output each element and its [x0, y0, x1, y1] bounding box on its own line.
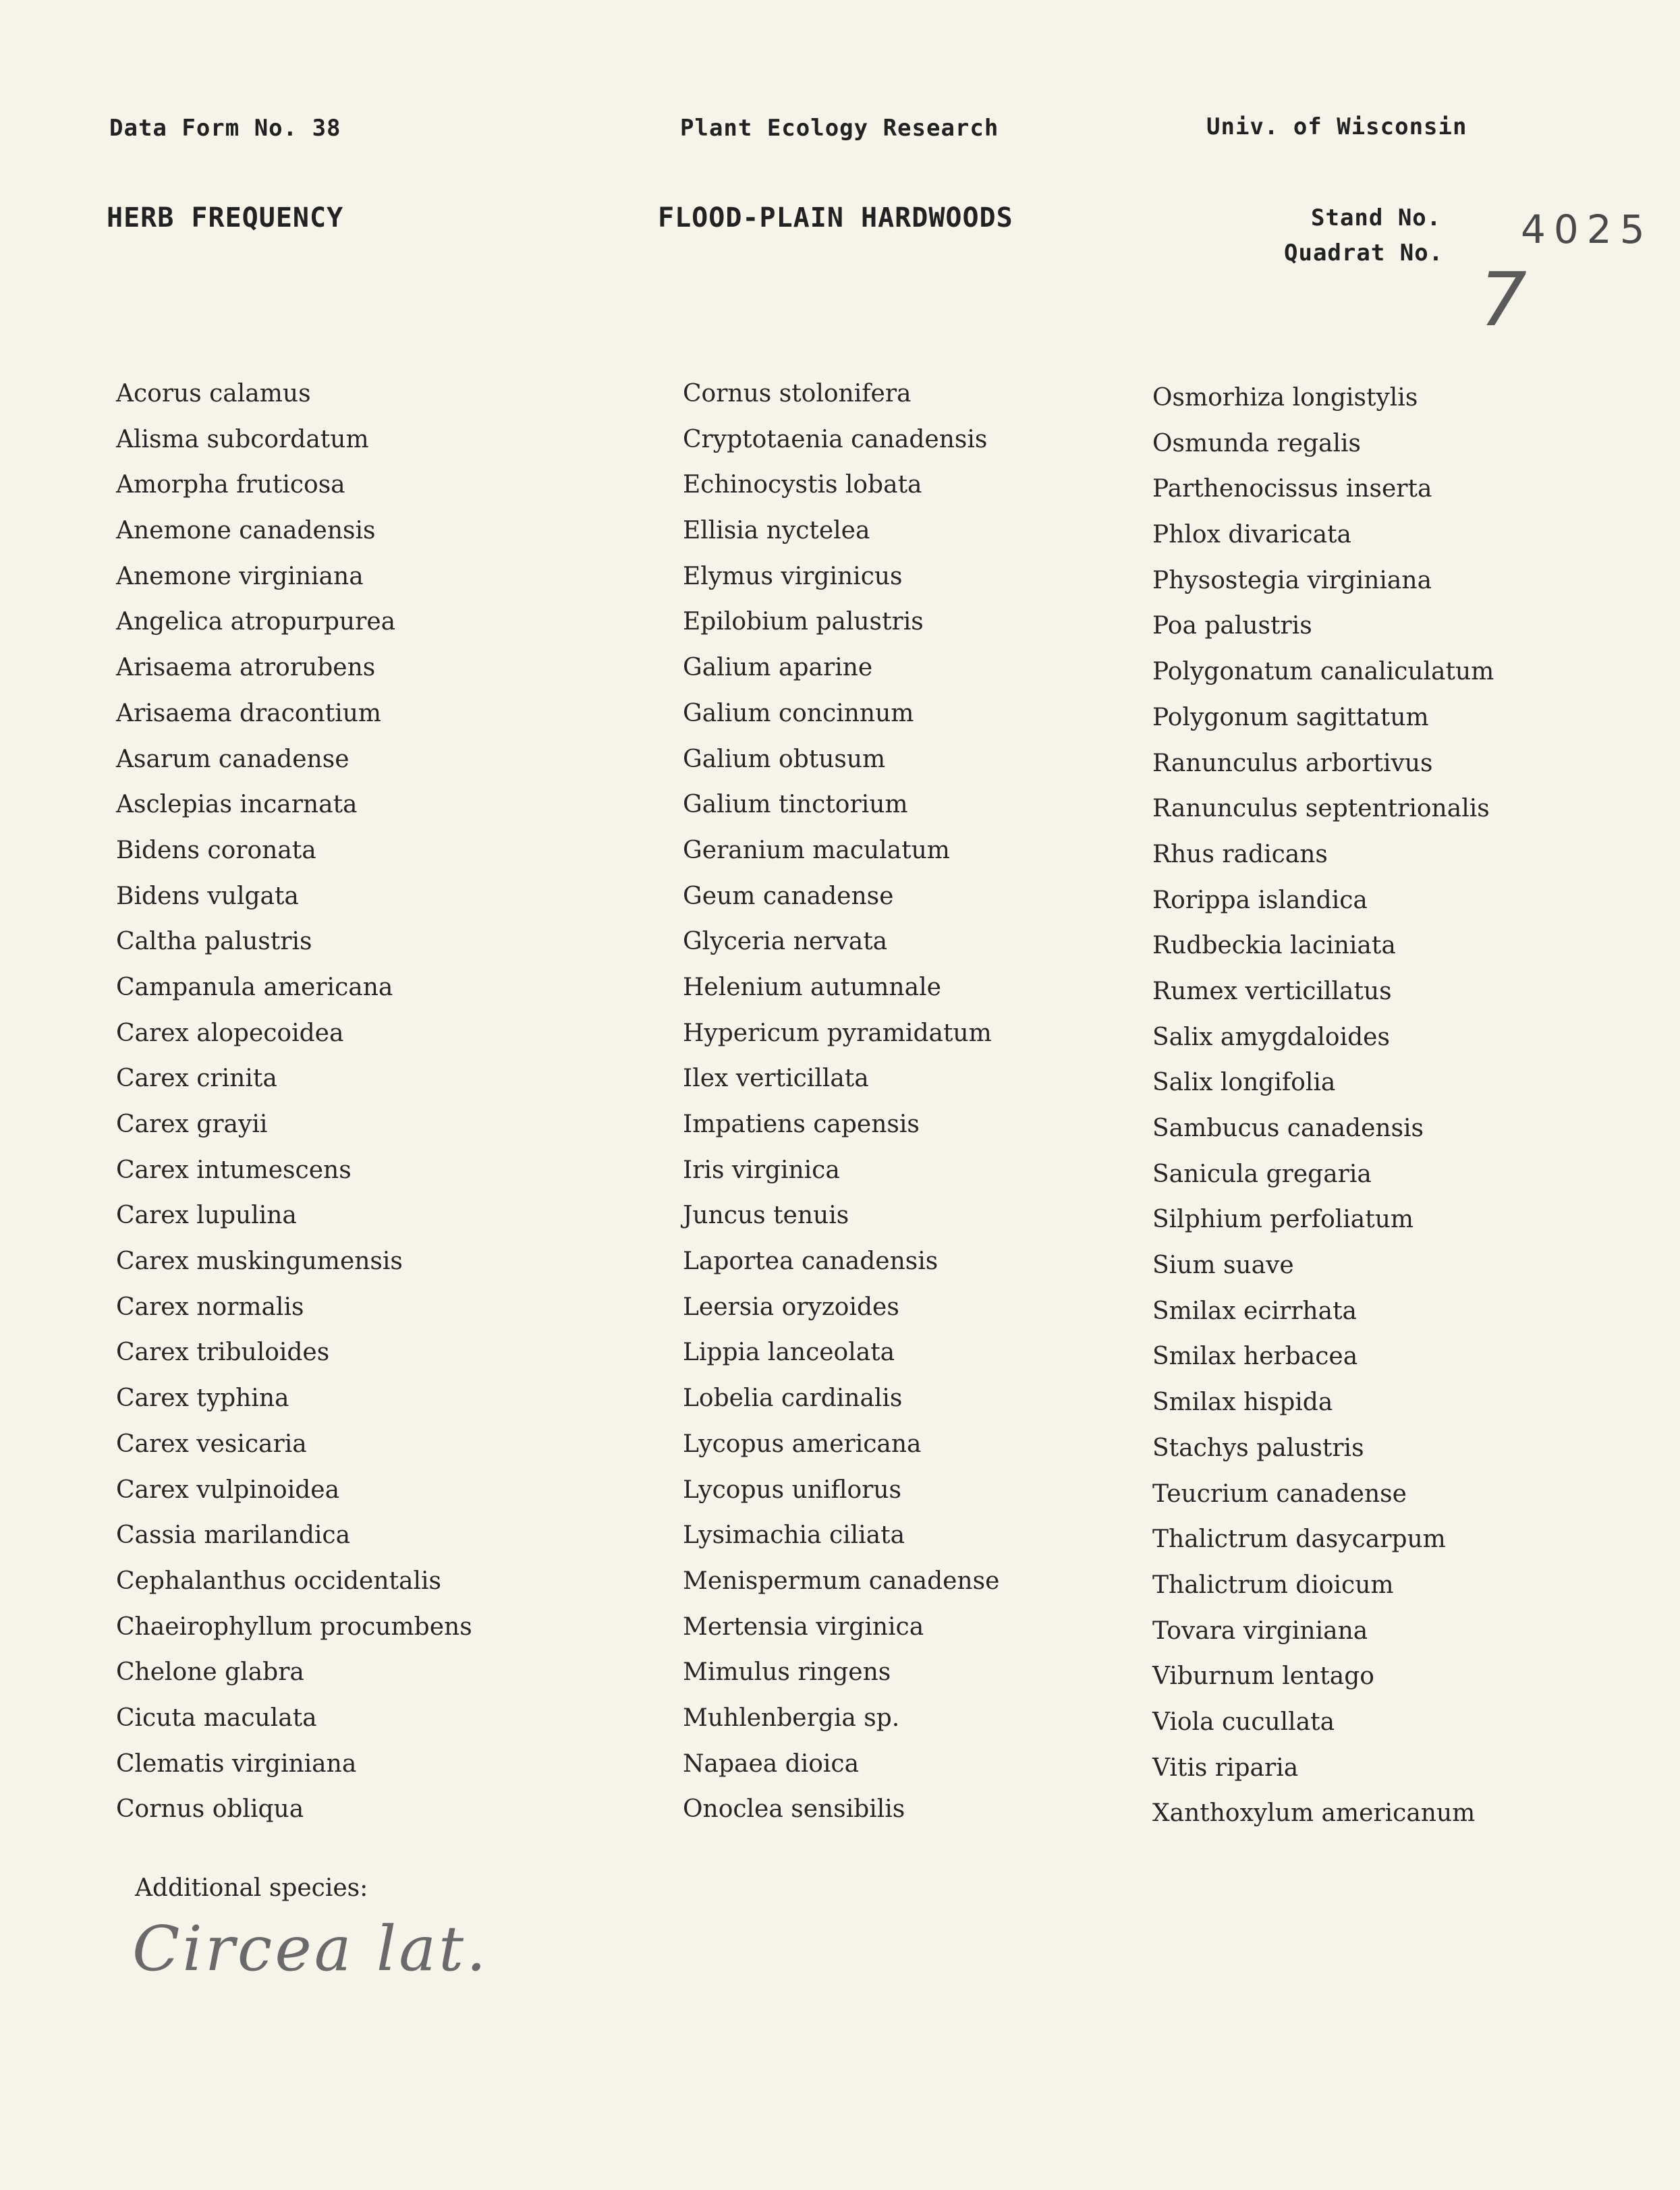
- species-name: Anemone virginiana: [116, 562, 364, 590]
- species-name: Caltha palustris: [116, 928, 312, 956]
- species-name: Lysimachia ciliata: [683, 1521, 905, 1550]
- species-name: Cassia marilandica: [116, 1521, 351, 1550]
- species-name: Vitis riparia: [1152, 1753, 1299, 1782]
- species-name: Carex typhina: [116, 1384, 289, 1413]
- species-name: Napaea dioica: [683, 1749, 860, 1778]
- species-name: Angelica atropurpurea: [116, 608, 396, 636]
- species-name: Impatiens capensis: [683, 1111, 920, 1138]
- species-column-1: [116, 371, 472, 1832]
- species-name: Poa palustris: [1152, 612, 1312, 640]
- species-name: Ellisia nyctelea: [683, 517, 870, 545]
- species-name: Salix amygdaloides: [1152, 1023, 1390, 1051]
- species-name: Epilobium palustris: [683, 608, 924, 636]
- species-name: Galium concinnum: [683, 699, 914, 727]
- species-name: Bidens coronata: [116, 836, 316, 864]
- species-name: Geranium maculatum: [683, 836, 950, 864]
- species-name: Smilax ecirrhata: [1152, 1297, 1357, 1325]
- species-name: Smilax hispida: [1152, 1388, 1333, 1417]
- species-name: Parthenocissus inserta: [1152, 475, 1432, 503]
- species-name: Viola cucullata: [1152, 1708, 1335, 1736]
- species-name: Echinocystis lobata: [683, 471, 922, 499]
- species-name: Teucrium canadense: [1152, 1480, 1407, 1508]
- quadrat-number-label: Quadrat No.: [1284, 240, 1444, 266]
- species-name: Rorippa islandica: [1152, 886, 1368, 914]
- species-name: Cephalanthus occidentalis: [116, 1567, 441, 1595]
- species-name: Elymus virginicus: [683, 562, 903, 590]
- species-name: Carex lupulina: [116, 1202, 297, 1230]
- species-name: Mertensia virginica: [683, 1612, 924, 1641]
- species-name: Ilex verticillata: [683, 1065, 869, 1093]
- species-name: Polygonatum canaliculatum: [1152, 658, 1494, 686]
- species-name: Cornus stolonifera: [683, 380, 912, 408]
- species-name: Carex muskingumensis: [116, 1247, 403, 1276]
- species-name: Xanthoxylum americanum: [1152, 1799, 1476, 1828]
- species-name: Laportea canadensis: [683, 1247, 939, 1276]
- species-name: Tovara virginiana: [1152, 1617, 1368, 1645]
- species-name: Carex intumescens: [116, 1156, 352, 1184]
- species-name: Carex alopecoidea: [116, 1019, 344, 1047]
- species-name: Clematis virginiana: [116, 1749, 357, 1778]
- species-name: Campanula americana: [116, 973, 393, 1001]
- species-name: Rudbeckia laciniata: [1152, 932, 1396, 960]
- species-name: Physostegia virginiana: [1152, 566, 1432, 594]
- species-name: Mimulus ringens: [683, 1658, 891, 1687]
- species-name: Phlox divaricata: [1152, 521, 1351, 549]
- species-name: Carex vulpinoidea: [116, 1476, 340, 1504]
- species-name: Rhus radicans: [1152, 840, 1328, 868]
- species-name: Glyceria nervata: [683, 928, 888, 956]
- species-name: Bidens vulgata: [116, 882, 299, 910]
- species-name: Stachys palustris: [1152, 1434, 1364, 1462]
- quadrat-number-value: 7: [1480, 256, 1527, 343]
- species-name: Arisaema atrorubens: [116, 654, 376, 682]
- species-name: Arisaema dracontium: [116, 699, 382, 727]
- species-name: Amorpha fruticosa: [116, 471, 345, 499]
- species-name: Hypericum pyramidatum: [683, 1019, 992, 1047]
- species-name: Carex normalis: [116, 1293, 304, 1321]
- species-name: Carex grayii: [116, 1111, 268, 1138]
- stand-number-value: 4025: [1521, 206, 1653, 252]
- additional-species-label: Additional species:: [135, 1874, 368, 1902]
- species-column-2: [683, 371, 999, 1832]
- species-name: Lobelia cardinalis: [683, 1384, 903, 1413]
- species-name: Chaeirophyllum procumbens: [116, 1612, 472, 1641]
- species-name: Helenium autumnale: [683, 973, 941, 1001]
- species-name: Thalictrum dasycarpum: [1152, 1525, 1446, 1554]
- species-name: Galium obtusum: [683, 745, 886, 773]
- species-name: Osmorhiza longistylis: [1152, 384, 1418, 412]
- species-name: Leersia oryzoides: [683, 1293, 899, 1321]
- species-name: Iris virginica: [683, 1156, 840, 1184]
- species-name: Polygonum sagittatum: [1152, 703, 1429, 731]
- species-name: Ranunculus arbortivus: [1152, 749, 1433, 777]
- species-name: Carex vesicaria: [116, 1430, 307, 1458]
- species-name: Carex tribuloides: [116, 1339, 330, 1367]
- species-name: Acorus calamus: [116, 380, 311, 408]
- species-name: Asarum canadense: [116, 745, 349, 773]
- species-name: Osmunda regalis: [1152, 429, 1361, 457]
- form-title: HERB FREQUENCY: [107, 202, 344, 233]
- species-name: Thalictrum dioicum: [1152, 1571, 1394, 1599]
- species-name: Menispermum canadense: [683, 1567, 1000, 1595]
- species-name: Viburnum lentago: [1152, 1662, 1374, 1691]
- species-name: Cornus obliqua: [116, 1795, 304, 1824]
- species-name: Onoclea sensibilis: [683, 1795, 905, 1824]
- species-name: Salix longifolia: [1152, 1069, 1336, 1097]
- species-name: Carex crinita: [116, 1065, 277, 1093]
- species-name: Geum canadense: [683, 882, 894, 910]
- species-name: Lycopus americana: [683, 1430, 922, 1458]
- community-title: FLOOD-PLAIN HARDWOODS: [658, 202, 1013, 233]
- species-name: Cicuta maculata: [116, 1704, 317, 1732]
- species-name: Anemone canadensis: [116, 517, 376, 545]
- additional-species-handwritten: Circea lat.: [132, 1913, 489, 1985]
- species-name: Sanicula gregaria: [1152, 1160, 1372, 1188]
- species-name: Galium tinctorium: [683, 791, 908, 819]
- species-name: Silphium perfoliatum: [1152, 1206, 1414, 1234]
- species-name: Galium aparine: [683, 654, 873, 682]
- species-name: Sium suave: [1152, 1252, 1294, 1280]
- species-name: Lippia lanceolata: [683, 1339, 895, 1367]
- species-name: Rumex verticillatus: [1152, 977, 1392, 1005]
- species-column-3: [1152, 375, 1494, 1836]
- species-name: Juncus tenuis: [683, 1202, 849, 1230]
- species-name: Cryptotaenia canadensis: [683, 425, 988, 453]
- research-heading: Plant Ecology Research: [680, 115, 999, 142]
- form-number: Data Form No. 38: [109, 115, 341, 142]
- species-name: Alisma subcordatum: [116, 425, 369, 453]
- species-name: Smilax herbacea: [1152, 1343, 1358, 1371]
- university-heading: Univ. of Wisconsin: [1206, 113, 1467, 140]
- species-name: Chelone glabra: [116, 1658, 304, 1687]
- species-name: Ranunculus septentrionalis: [1152, 795, 1490, 823]
- species-name: Lycopus uniflorus: [683, 1476, 902, 1504]
- species-name: Sambucus canadensis: [1152, 1115, 1424, 1142]
- stand-number-label: Stand No.: [1311, 204, 1442, 231]
- species-name: Muhlenbergia sp.: [683, 1704, 900, 1732]
- species-name: Asclepias incarnata: [116, 791, 358, 819]
